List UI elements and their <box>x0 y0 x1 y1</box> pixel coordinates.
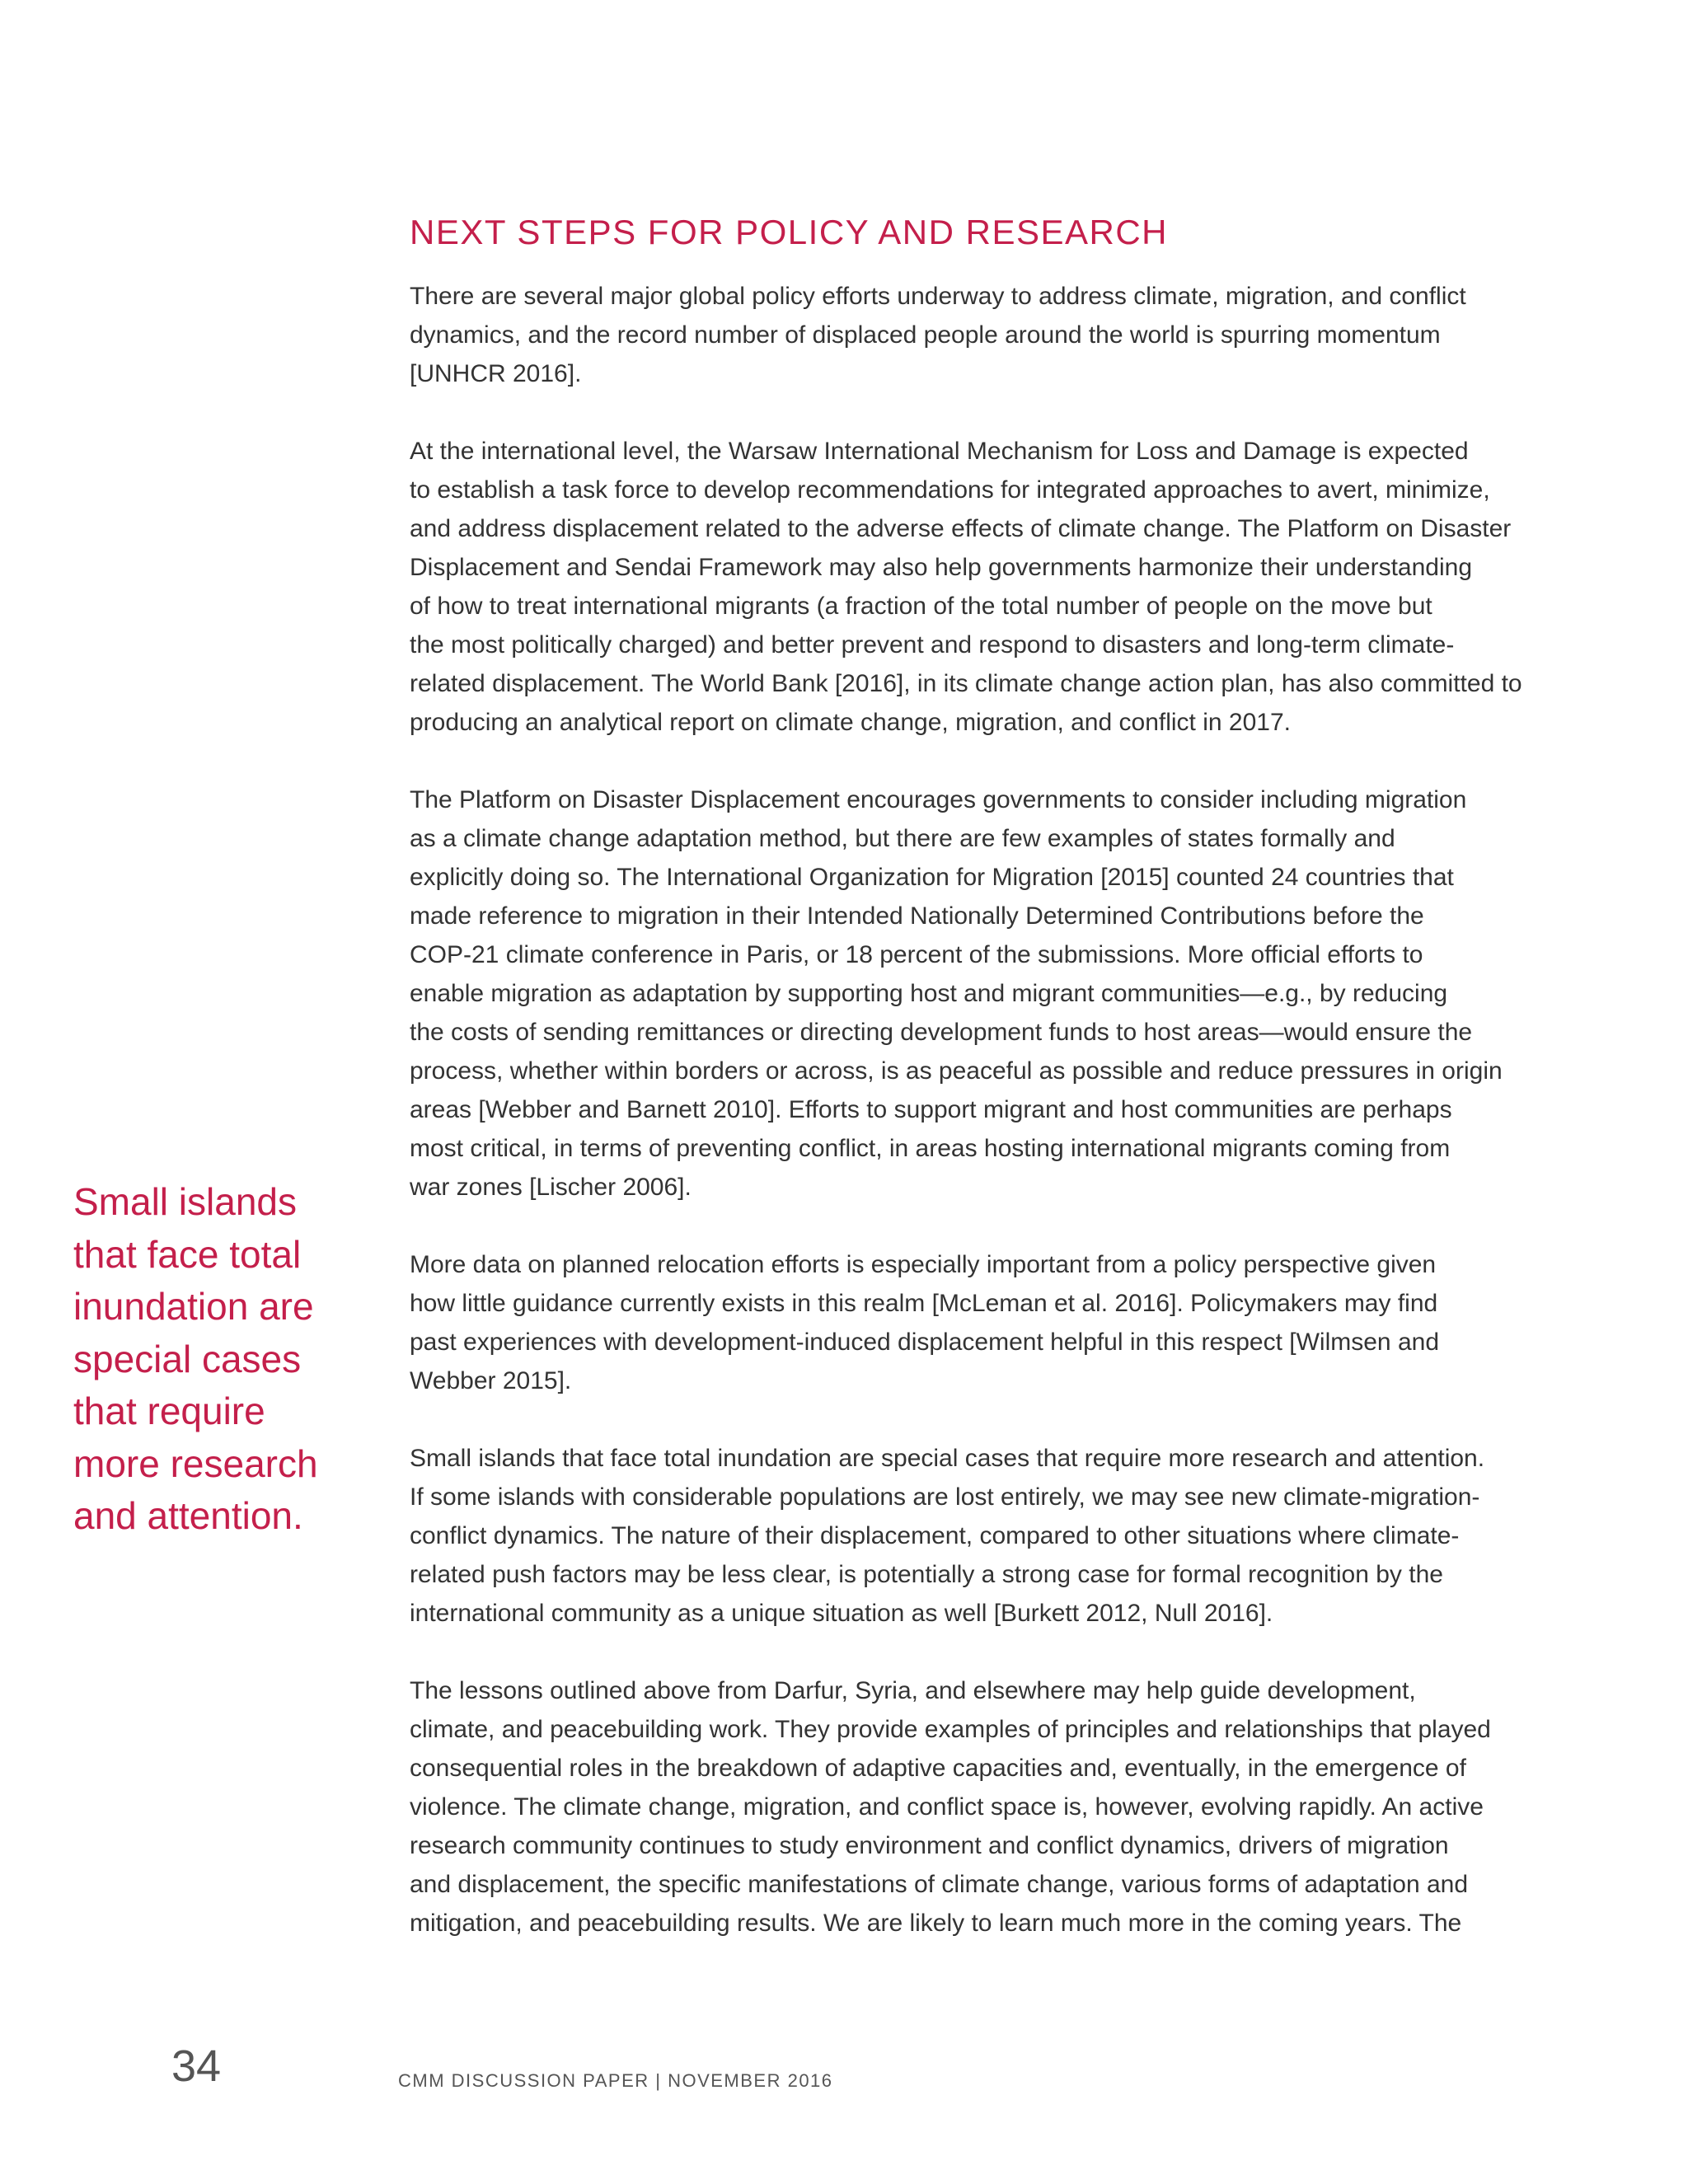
text-line: past experiences with development-induced displacement helpful in this respect [Wilmsen and <box>410 1329 1439 1356</box>
text-line: [UNHCR 2016]. <box>410 360 582 387</box>
page-number: 34 <box>171 2041 222 2091</box>
text-line: More data on planned relocation efforts is especially important from a policy perspective given <box>410 1251 1437 1278</box>
paragraph-5 <box>410 1439 1531 1633</box>
text-line: mitigation, and peacebuilding results. We are likely to learn much more in the coming years. The <box>410 1910 1462 1937</box>
text-line: war zones [Lischer 2006]. <box>410 1174 692 1201</box>
text-line: the most politically charged) and better prevent and respond to disasters and long-term climate- <box>410 631 1455 658</box>
text-line: and address displacement related to the adverse effects of climate change. The Platform on Disaster <box>410 515 1512 542</box>
text-line: climate, and peacebuilding work. They provide examples of principles and relationships that played <box>410 1716 1491 1743</box>
text-line: producing an analytical report on climate change, migration, and conflict in 2017. <box>410 709 1291 736</box>
text-line: related push factors may be less clear, is potentially a strong case for formal recognition by the <box>410 1561 1443 1588</box>
text-line: of how to treat international migrants (a fraction of the total number of people on the move but <box>410 593 1432 620</box>
paragraph-2 <box>410 432 1531 742</box>
paragraph-6 <box>410 1671 1531 1943</box>
text-line: international community as a unique situation as well [Burkett 2012, Null 2016]. <box>410 1600 1273 1627</box>
text-line: explicitly doing so. The International Organization for Migration [2015] counted 24 countries that <box>410 864 1454 891</box>
body-text <box>410 277 1531 1981</box>
pull-quote-line: more research <box>73 1441 318 1485</box>
text-line: COP-21 climate conference in Paris, or 18 percent of the submissions. More official efforts to <box>410 941 1423 968</box>
text-line: to establish a task force to develop recommendations for integrated approaches to avert, minimize, <box>410 476 1490 504</box>
paragraph-4 <box>410 1245 1531 1400</box>
text-line: most critical, in terms of preventing conflict, in areas hosting international migrants coming from <box>410 1135 1451 1162</box>
text-line: Small islands that face total inundation are special cases that require more research and attention. <box>410 1445 1485 1472</box>
text-line: violence. The climate change, migration, and conflict space is, however, evolving rapidly. An active <box>410 1793 1484 1821</box>
text-line: research community continues to study environment and conflict dynamics, drivers of migration <box>410 1832 1449 1859</box>
pull-quote-line: and attention. <box>73 1494 303 1537</box>
text-line: how little guidance currently exists in this realm [McLeman et al. 2016]. Policymakers may find <box>410 1290 1438 1317</box>
text-line: as a climate change adaptation method, but there are few examples of states formally and <box>410 825 1395 852</box>
pull-quote-line: Small islands <box>73 1180 297 1223</box>
text-line: The Platform on Disaster Displacement encourages governments to consider including migration <box>410 786 1467 813</box>
section-heading: NEXT STEPS FOR POLICY AND RESEARCH <box>410 213 1168 251</box>
pull-quote-line: that require <box>73 1390 265 1432</box>
text-line: made reference to migration in their Intended Nationally Determined Contributions before the <box>410 902 1424 930</box>
text-line: At the international level, the Warsaw International Mechanism for Loss and Damage is expected <box>410 438 1469 465</box>
paragraph-1 <box>410 277 1531 393</box>
text-line: dynamics, and the record number of displaced people around the world is spurring momentum <box>410 321 1441 349</box>
pull-quote-line: inundation are <box>73 1285 314 1328</box>
pull-quote-line: special cases <box>73 1337 302 1380</box>
text-line: Displacement and Sendai Framework may also help governments harmonize their understanding <box>410 554 1473 581</box>
text-line: the costs of sending remittances or directing development funds to host areas—would ensure the <box>410 1019 1473 1046</box>
text-line: enable migration as adaptation by supporting host and migrant communities—e.g., by reducing <box>410 980 1448 1007</box>
paragraph-3 <box>410 780 1531 1207</box>
text-line: Webber 2015]. <box>410 1367 572 1394</box>
text-line: areas [Webber and Barnett 2010]. Efforts to support migrant and host communities are perhaps <box>410 1096 1452 1123</box>
text-line: There are several major global policy efforts underway to address climate, migration, and conflict <box>410 283 1466 310</box>
text-line: process, whether within borders or across, is as peaceful as possible and reduce pressures in origin <box>410 1057 1503 1085</box>
text-line: and displacement, the specific manifestations of climate change, various forms of adaptation and <box>410 1871 1469 1898</box>
text-line: conflict dynamics. The nature of their displacement, compared to other situations where climate- <box>410 1522 1460 1549</box>
footer-publication: CMM DISCUSSION PAPER | NOVEMBER 2016 <box>398 2070 833 2091</box>
pull-quote <box>73 1176 345 1543</box>
text-line: consequential roles in the breakdown of adaptive capacities and, eventually, in the emergence of <box>410 1755 1466 1782</box>
text-line: The lessons outlined above from Darfur, Syria, and elsewhere may help guide development, <box>410 1677 1416 1704</box>
text-line: If some islands with considerable populations are lost entirely, we may see new climate-migration- <box>410 1483 1480 1511</box>
text-line: related displacement. The World Bank [2016], in its climate change action plan, has also committed to <box>410 670 1522 697</box>
pull-quote-line: that face total <box>73 1232 302 1276</box>
